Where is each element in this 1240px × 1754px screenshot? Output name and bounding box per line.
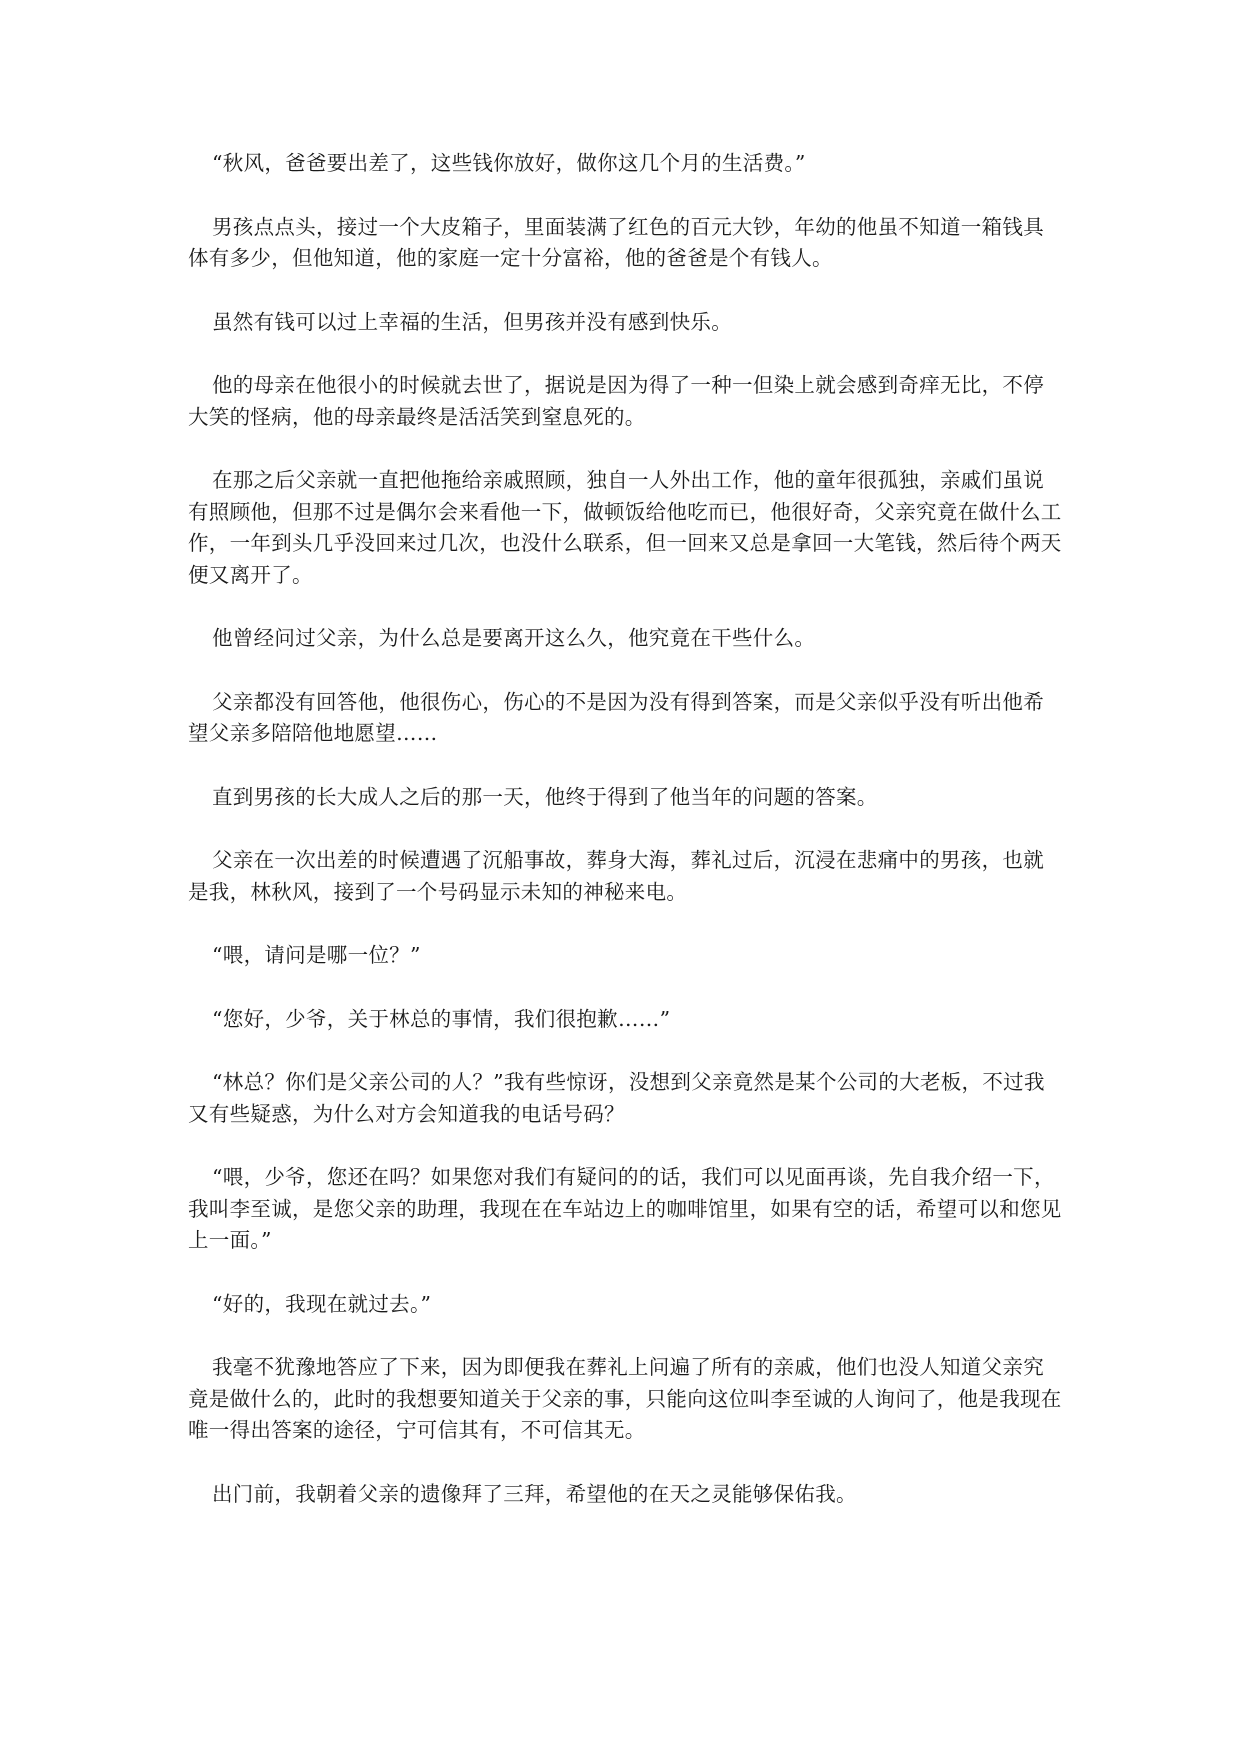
paragraph: 男孩点点头，接过一个大皮箱子，里面装满了红色的百元大钞，年幼的他虽不知道一箱钱具体有多少，但他知道，他的家庭一定十分富裕，他的爸爸是个有钱人。	[188, 214, 1044, 270]
paragraph: 父亲都没有回答他，他很伤心，伤心的不是因为没有得到答案，而是父亲似乎没有听出他希望父亲多陪陪他地愿望……	[188, 689, 1044, 745]
paragraph: 他曾经问过父亲，为什么总是要离开这么久，他究竟在干些什么。	[212, 626, 816, 650]
paragraph: 在那之后父亲就一直把他拖给亲戚照顾，独自一人外出工作，他的童年很孤独，亲戚们虽说有照顾他，但那不过是偶尔会来看他一下，做顿饭给他吃而已，他很好奇，父亲究竟在做什么工作，一年到头几乎没回来过几次，也没什么联系，但一回来又总是拿回一大笔钱，然后待个两天便又离开了。	[188, 468, 1062, 587]
paragraph: “您好，少爷，关于林总的事情，我们很抱歉……”	[212, 1006, 671, 1031]
paragraph: “好的，我现在就过去。”	[212, 1291, 432, 1316]
paragraph: 出门前，我朝着父亲的遗像拜了三拜，希望他的在天之灵能够保佑我。	[212, 1481, 857, 1506]
paragraph: 直到男孩的长大成人之后的那一天，他终于得到了他当年的问题的答案。	[212, 784, 878, 809]
paragraph: 他的母亲在他很小的时候就去世了，据说是因为得了一种一但染上就会感到奇痒无比，不停大笑的怪病，他的母亲最终是活活笑到窒息死的。	[188, 373, 1044, 429]
paragraph: “林总？你们是父亲公司的人？”我有些惊讶，没想到父亲竟然是某个公司的大老板，不过我又有些疑惑，为什么对方会知道我的电话号码？	[188, 1070, 1045, 1126]
document-body	[188, 148, 1062, 1542]
paragraph: “秋风，爸爸要出差了，这些钱你放好，做你这几个月的生活费。”	[212, 151, 806, 175]
paragraph: “喂，请问是哪一位？”	[212, 943, 421, 967]
paragraph: “喂，少爷，您还在吗？如果您对我们有疑问的的话，我们可以见面再谈，先自我介绍一下，我叫李至诚，是您父亲的助理，我现在在车站边上的咖啡馆里，如果有空的话，希望可以和您见上一面。”	[188, 1165, 1062, 1252]
paragraph: 我毫不犹豫地答应了下来，因为即便我在葬礼上问遍了所有的亲戚，他们也没人知道父亲究竟是做什么的，此时的我想要知道关于父亲的事，只能向这位叫李至诚的人询问了，他是我现在唯一得出答案的途径，宁可信其有，不可信其无。	[188, 1355, 1062, 1442]
paragraph: 父亲在一次出差的时候遭遇了沉船事故，葬身大海，葬礼过后，沉浸在悲痛中的男孩，也就是我，林秋风，接到了一个号码显示未知的神秘来电。	[188, 848, 1044, 904]
paragraph: 虽然有钱可以过上幸福的生活，但男孩并没有感到快乐。	[212, 309, 732, 334]
